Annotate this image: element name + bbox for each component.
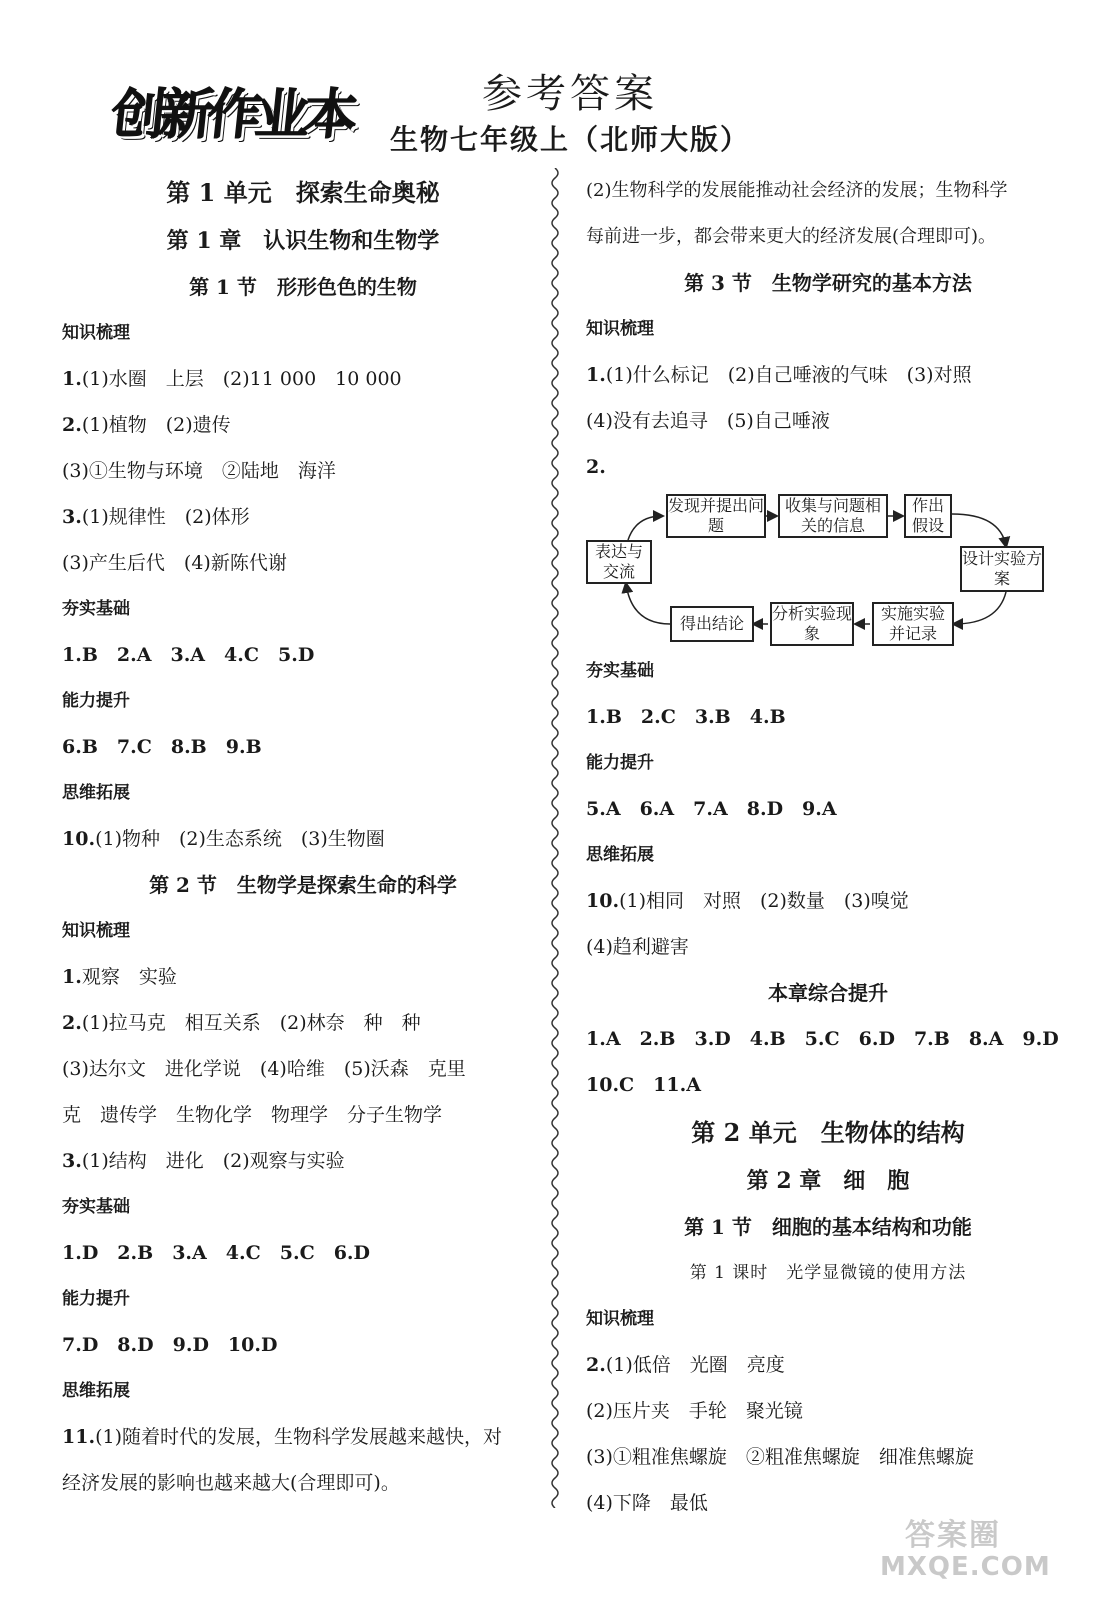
choice-answers: 7.D 8.D 9.D 10.D — [62, 1334, 278, 1356]
flow-step-communicate: 表达与交流 — [586, 540, 652, 584]
answer-line — [586, 1342, 1070, 1388]
question-number: 10. — [62, 828, 96, 850]
section-heading: 第 2 节 生物学是探索生命的科学 — [149, 873, 457, 897]
answer-line: (4)没有去追寻 (5)自己唾液 — [586, 410, 830, 432]
page-title: 参考答案 — [482, 71, 658, 117]
answer-line — [586, 878, 1070, 924]
section-heading: 第 1 节 细胞的基本结构和功能 — [684, 1215, 972, 1239]
lesson-heading: 第 1 课时 光学显微镜的使用方法 — [689, 1263, 967, 1283]
answer-line — [62, 494, 544, 540]
category-label: 能力提升 — [586, 753, 654, 773]
answer-line — [62, 816, 544, 862]
category-label: 思维拓展 — [62, 1381, 130, 1401]
answer-text: (1)低倍 光圈 亮度 — [605, 1354, 785, 1376]
answer-line: 每前进一步，都会带来更大的经济发展(合理即可)。 — [586, 226, 997, 247]
answer-line: (2)生物科学的发展能推动社会经济的发展；生物科学 — [586, 180, 1008, 201]
section-heading: 第 1 节 形形色色的生物 — [189, 275, 417, 299]
question-number: 3. — [62, 506, 82, 528]
question-number: 2. — [62, 414, 82, 436]
category-label: 知识梳理 — [62, 323, 130, 343]
choice-answers: 1.D 2.B 3.A 4.C 5.C 6.D — [62, 1242, 371, 1264]
answer-text: (1)什么标记 (2)自己唾液的气味 (3)对照 — [605, 364, 972, 386]
category-label: 知识梳理 — [62, 921, 130, 941]
answer-line: (3)①生物与环境 ②陆地 海洋 — [62, 460, 336, 482]
flow-step-draw-conclusion: 得出结论 — [670, 606, 754, 642]
answer-text: 观察 实验 — [81, 966, 177, 988]
answer-text: (1)规律性 (2)体形 — [81, 506, 250, 528]
choice-answers: 10.C 11.A — [586, 1074, 701, 1096]
answer-text: (1)相同 对照 (2)数量 (3)嗅觉 — [619, 890, 909, 912]
answer-line — [62, 356, 544, 402]
choice-answers: 6.B 7.C 8.B 9.B — [62, 736, 262, 758]
question-number: 1. — [62, 368, 82, 390]
chapter-heading: 第 2 章 细 胞 — [746, 1168, 910, 1194]
category-label: 能力提升 — [62, 691, 130, 711]
answer-line: (3)达尔文 进化学说 (4)哈维 (5)沃森 克里 — [62, 1058, 466, 1080]
right-column — [586, 168, 1070, 1526]
brand-logo: 创新作业本 — [108, 83, 355, 146]
choice-answers: 1.B 2.A 3.A 4.C 5.D — [62, 644, 315, 666]
answer-text: (1)水圈 上层 (2)11 000 10 000 — [81, 368, 402, 390]
choice-answers: 5.A 6.A 7.A 8.D 9.A — [586, 798, 837, 820]
question-number: 2. — [586, 456, 606, 478]
column-divider — [549, 168, 561, 1508]
answer-line: (3)①粗准焦螺旋 ②粗准焦螺旋 细准焦螺旋 — [586, 1446, 974, 1468]
flow-step-hypothesis: 作出假设 — [904, 494, 952, 538]
answer-line: (3)产生后代 (4)新陈代谢 — [62, 552, 287, 574]
answer-text: (1)物种 (2)生态系统 (3)生物圈 — [95, 828, 385, 850]
chapter-heading: 第 1 章 认识生物和生物学 — [166, 228, 440, 254]
category-label: 能力提升 — [62, 1289, 130, 1309]
answer-text: (1)结构 进化 (2)观察与实验 — [81, 1150, 345, 1172]
watermark-url: MXQE.COM — [880, 1552, 1051, 1582]
flow-step-design-experiment: 设计实验方案 — [960, 546, 1044, 592]
flow-step-raise-question: 发现并提出问题 — [666, 494, 766, 538]
flow-step-analyze-results: 分析实验现象 — [770, 602, 854, 646]
answer-text: (1)植物 (2)遗传 — [81, 414, 231, 436]
flow-step-conduct-experiment: 实施实验并记录 — [872, 602, 954, 646]
question-number: 1. — [62, 966, 82, 988]
answer-line: 经济发展的影响也越来越大(合理即可)。 — [62, 1472, 400, 1494]
review-heading: 本章综合提升 — [768, 981, 888, 1005]
category-label: 思维拓展 — [62, 783, 130, 803]
category-label: 知识梳理 — [586, 319, 654, 339]
answer-line — [586, 352, 1070, 398]
answer-line — [62, 1000, 544, 1046]
left-column — [62, 168, 544, 1506]
category-label: 思维拓展 — [586, 845, 654, 865]
answer-line: (4)趋利避害 — [586, 936, 689, 958]
watermark: 答案圈 — [905, 1518, 1001, 1553]
answer-line: (2)压片夹 手轮 聚光镜 — [586, 1400, 803, 1422]
answer-line — [62, 1138, 544, 1184]
research-flowchart — [586, 494, 1070, 646]
answer-line — [62, 954, 544, 1000]
category-label: 知识梳理 — [586, 1309, 654, 1329]
answer-line: 克 遗传学 生物化学 物理学 分子生物学 — [62, 1104, 443, 1126]
section-heading: 第 3 节 生物学研究的基本方法 — [684, 271, 972, 295]
unit-heading: 第 2 单元 生物体的结构 — [691, 1118, 965, 1147]
question-number: 1. — [586, 364, 606, 386]
page-subtitle: 生物七年级上（北师大版） — [389, 123, 750, 156]
question-number: 2. — [586, 1354, 606, 1376]
answer-text: (1)拉马克 相互关系 (2)林奈 种 种 — [81, 1012, 421, 1034]
question-number: 3. — [62, 1150, 82, 1172]
category-label: 夯实基础 — [586, 661, 654, 681]
category-label: 夯实基础 — [62, 599, 130, 619]
category-label: 夯实基础 — [62, 1197, 130, 1217]
question-number: 10. — [586, 890, 620, 912]
answer-text: (1)随着时代的发展，生物科学发展越来越快，对 — [95, 1426, 502, 1448]
answer-line: (4)下降 最低 — [586, 1492, 708, 1514]
unit-heading: 第 1 单元 探索生命奥秘 — [166, 178, 440, 207]
answer-line — [62, 402, 544, 448]
answer-line — [62, 1414, 544, 1460]
flow-step-collect-info: 收集与问题相关的信息 — [778, 494, 888, 538]
question-number: 11. — [62, 1426, 96, 1448]
choice-answers: 1.B 2.C 3.B 4.B — [586, 706, 786, 728]
choice-answers: 1.A 2.B 3.D 4.B 5.C 6.D 7.B 8.A 9.D — [586, 1028, 1059, 1050]
question-number: 2. — [62, 1012, 82, 1034]
